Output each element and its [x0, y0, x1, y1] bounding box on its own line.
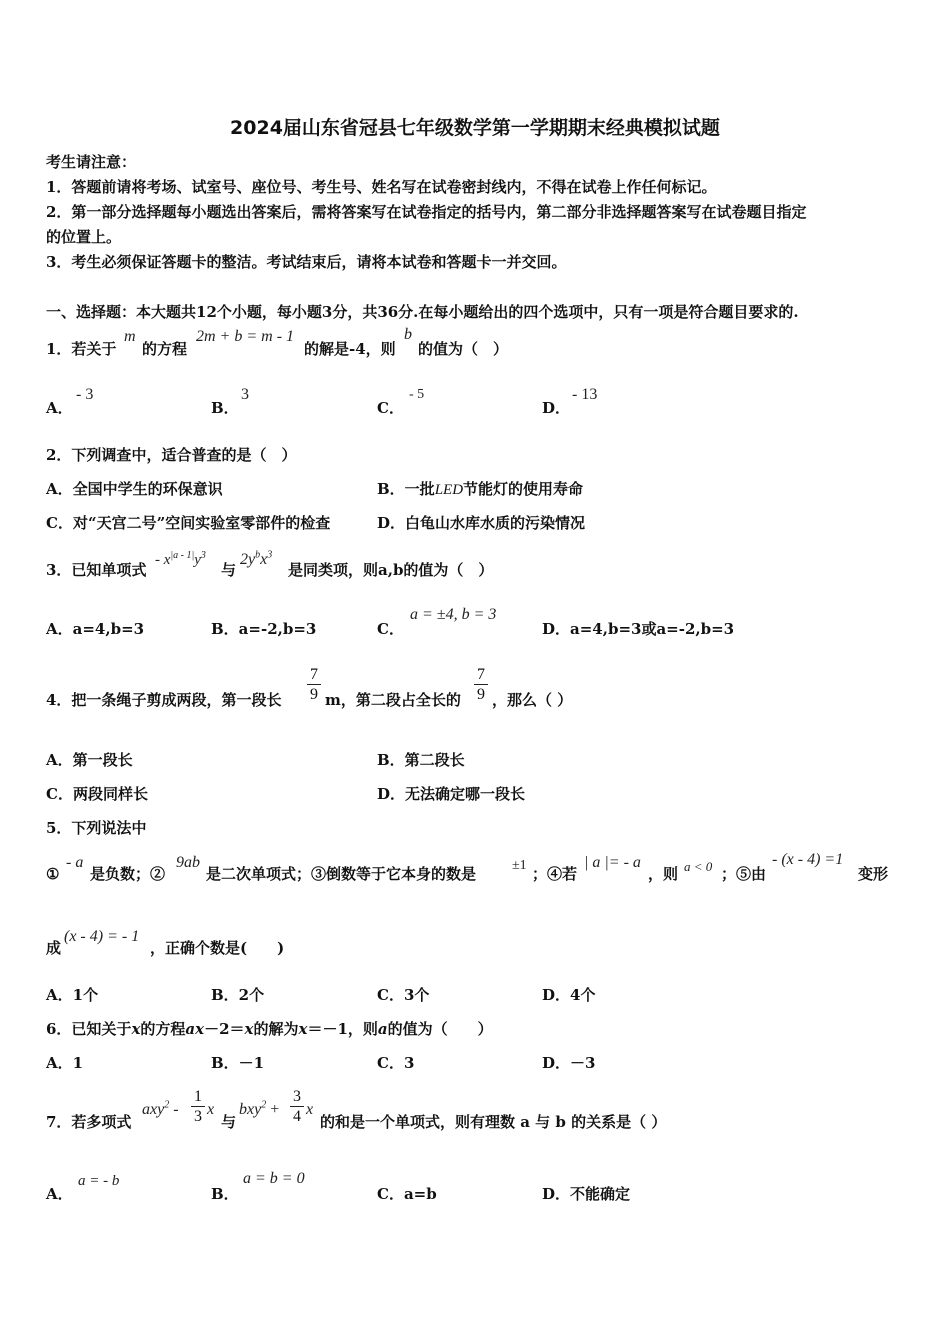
math-expr-part: axy — [142, 1101, 165, 1118]
fraction-denominator: 3 — [194, 1108, 202, 1125]
math-expr — [155, 551, 206, 569]
q6-text: 6．已知关于 — [46, 1020, 132, 1038]
option-text: 节能灯的使用寿命 — [463, 480, 584, 498]
q3-stem-part: 3．已知单项式 — [46, 561, 147, 579]
page-title: 2024届山东省冠县七年级数学第一学期期末经典模拟试题 — [230, 117, 720, 139]
fraction — [191, 1088, 205, 1125]
q5-option-c: C．3个 — [377, 986, 430, 1004]
math-expr: x — [244, 1020, 254, 1038]
math-sup: 2 — [261, 1099, 267, 1111]
math-expr-part: y — [194, 552, 201, 568]
notice-item: 1．答题前请将考场、试室号、座位号、考生号、姓名写在试卷密封线内，不得在试卷上作任何标记。 — [46, 178, 717, 196]
q6-text: 的值为（ ） — [387, 1020, 493, 1038]
q3-stem-part: 与 — [221, 561, 237, 579]
q5-text: 变形 — [858, 865, 889, 883]
q2-stem: 2．下列调查中，适合普查的是（ ） — [46, 446, 297, 464]
q6-option-c: C．3 — [377, 1054, 415, 1072]
q5-text: ，正确个数是( ) — [150, 939, 285, 957]
math-sup: b — [255, 549, 261, 561]
math-expr-part: - — [169, 1101, 179, 1118]
q2-option-a: A．全国中学生的环保意识 — [46, 480, 223, 498]
option-value: - 5 — [409, 387, 425, 402]
q3-option-b: B．a=-2,b=3 — [211, 620, 317, 638]
notice-item: 3．考生必须保证答题卡的整洁。考试结束后，请将本试卷和答题卡一并交回。 — [46, 253, 567, 271]
math-expr-part: - x — [155, 552, 171, 568]
q1-stem-part: 1．若关于 — [46, 340, 117, 358]
notice-item: 2．第一部分选择题每小题选出答案后，需将答案写在试卷指定的括号内，第二部分非选择题答案写在试卷题目指定 — [46, 203, 807, 221]
notice-item: 的位置上。 — [46, 228, 122, 246]
math-sup: 3 — [267, 549, 273, 561]
math-expr-part: bxy — [239, 1101, 262, 1118]
q4-option-d: D．无法确定哪一段长 — [377, 785, 526, 803]
math-expr: a = b = 0 — [243, 1170, 305, 1187]
math-expr: m — [124, 328, 136, 345]
q4-option-a: A．第一段长 — [46, 751, 133, 769]
math-expr: ax — [185, 1020, 205, 1038]
math-expr: (x - 4) = - 1 — [64, 928, 140, 945]
math-expr — [142, 1101, 179, 1119]
q1-stem-part: 的解是-4，则 — [304, 340, 396, 358]
q5-option-b: B．2个 — [211, 986, 265, 1004]
q7-stem-part: 与 — [221, 1113, 237, 1131]
q4-stem-part: 4．把一条绳子剪成两段，第一段长 — [46, 691, 282, 709]
option-label: B． — [211, 1185, 239, 1203]
option-label: C． — [377, 399, 404, 417]
option-value: - 3 — [76, 386, 94, 403]
fraction — [307, 666, 321, 703]
option-label: D． — [542, 399, 571, 417]
q3-option-a: A．a=4,b=3 — [46, 620, 145, 638]
math-sup: |a - 1| — [170, 550, 195, 561]
math-sup: 3 — [200, 550, 206, 561]
math-expr: 2m + b = m - 1 — [196, 328, 295, 345]
math-expr-part: 2y — [240, 551, 256, 568]
q6-text: －2＝ — [204, 1020, 245, 1038]
q2-option-b — [377, 479, 583, 500]
q6-text: ＝－1，则 — [307, 1020, 378, 1038]
q4-stem-part: m，第二段占全长的 — [325, 691, 461, 709]
q5-text: ① — [46, 865, 60, 883]
fraction-numerator: 3 — [293, 1088, 301, 1105]
math-expr: x — [306, 1101, 314, 1118]
q5-stem: 5．下列说法中 — [46, 819, 147, 837]
math-expr: | a |= - a — [584, 854, 641, 871]
q1-stem-part: 的方程 — [142, 340, 188, 358]
math-expr: a = - b — [78, 1173, 120, 1189]
option-text: B．一批 — [377, 480, 435, 498]
q2-option-c: C．对“天宫二号”空间实验室零部件的检查 — [46, 514, 331, 532]
notice-heading: 考生请注意： — [46, 153, 137, 171]
q5-text: 成 — [46, 939, 62, 957]
fraction-denominator: 9 — [477, 686, 485, 703]
q6-option-b: B．－1 — [211, 1054, 265, 1072]
q5-text: ；⑤由 — [721, 865, 767, 883]
fraction — [290, 1088, 304, 1125]
math-expr: x — [207, 1101, 215, 1118]
math-expr-part: + — [266, 1101, 280, 1118]
q5-option-d: D．4个 — [542, 986, 596, 1004]
math-expr: LED — [434, 482, 464, 498]
q7-stem-part: 7．若多项式 — [46, 1113, 132, 1131]
math-expr: a = ±4, b = 3 — [410, 606, 497, 623]
q3-option-d: D．a=4,b=3或a=-2,b=3 — [542, 620, 735, 638]
q2-option-d: D．白龟山水库水质的污染情况 — [377, 514, 586, 532]
q5-option-a: A．1个 — [46, 986, 99, 1004]
math-expr: a < 0 — [684, 859, 713, 874]
q4-stem-part: ，那么（ ） — [492, 691, 573, 709]
fraction-denominator: 9 — [310, 686, 318, 703]
math-expr — [239, 1101, 279, 1119]
option-value: - 13 — [572, 386, 598, 403]
q4-option-b: B．第二段长 — [377, 751, 465, 769]
q6-text: 的解为 — [253, 1020, 299, 1038]
fraction-numerator: 7 — [310, 666, 318, 683]
math-expr: 9ab — [176, 854, 200, 871]
q7-option-c: C．a=b — [377, 1185, 437, 1203]
q5-text: 是负数；② — [90, 865, 166, 883]
math-expr: a — [377, 1020, 388, 1038]
fraction-numerator: 7 — [477, 666, 485, 683]
q6-text: 的方程 — [140, 1020, 186, 1038]
math-expr: - (x - 4) =1 — [772, 851, 844, 868]
q6-option-d: D．－3 — [542, 1054, 596, 1072]
q7-stem-part: 的和是一个单项式，则有理数 a 与 b 的关系是（ ） — [320, 1113, 667, 1131]
fraction-numerator: 1 — [194, 1088, 202, 1105]
fraction — [474, 666, 488, 703]
option-label: B． — [211, 399, 239, 417]
q5-text: 是二次单项式；③倒数等于它本身的数是 — [206, 865, 477, 883]
option-value: 3 — [241, 386, 249, 403]
option-label: A． — [46, 399, 73, 417]
q6-option-a: A．1 — [46, 1054, 84, 1072]
q1-stem-part: 的值为（ ） — [418, 340, 509, 358]
math-expr: x — [298, 1020, 308, 1038]
q6-stem — [46, 1019, 493, 1039]
q3-stem-part: 是同类项，则a,b的值为（ ） — [288, 561, 494, 579]
section-heading: 一、选择题：本大题共12个小题，每小题3分，共36分.在每小题给出的四个选项中，只有一项是符合题目要求的. — [46, 303, 799, 321]
math-expr-part: x — [260, 551, 268, 568]
q7-option-d: D．不能确定 — [542, 1185, 631, 1203]
option-label: A． — [46, 1185, 73, 1203]
math-expr: x — [131, 1020, 141, 1038]
math-expr — [240, 551, 272, 569]
math-expr: - a — [66, 854, 84, 871]
q5-text: ；④若 — [532, 865, 578, 883]
q4-option-c: C．两段同样长 — [46, 785, 148, 803]
q5-text: ，则 — [648, 865, 679, 883]
math-sup: 2 — [164, 1099, 170, 1111]
math-expr: b — [404, 326, 412, 343]
math-expr: ±1 — [512, 858, 527, 873]
fraction-denominator: 4 — [293, 1108, 301, 1125]
q3-option-c: C． — [377, 620, 404, 638]
